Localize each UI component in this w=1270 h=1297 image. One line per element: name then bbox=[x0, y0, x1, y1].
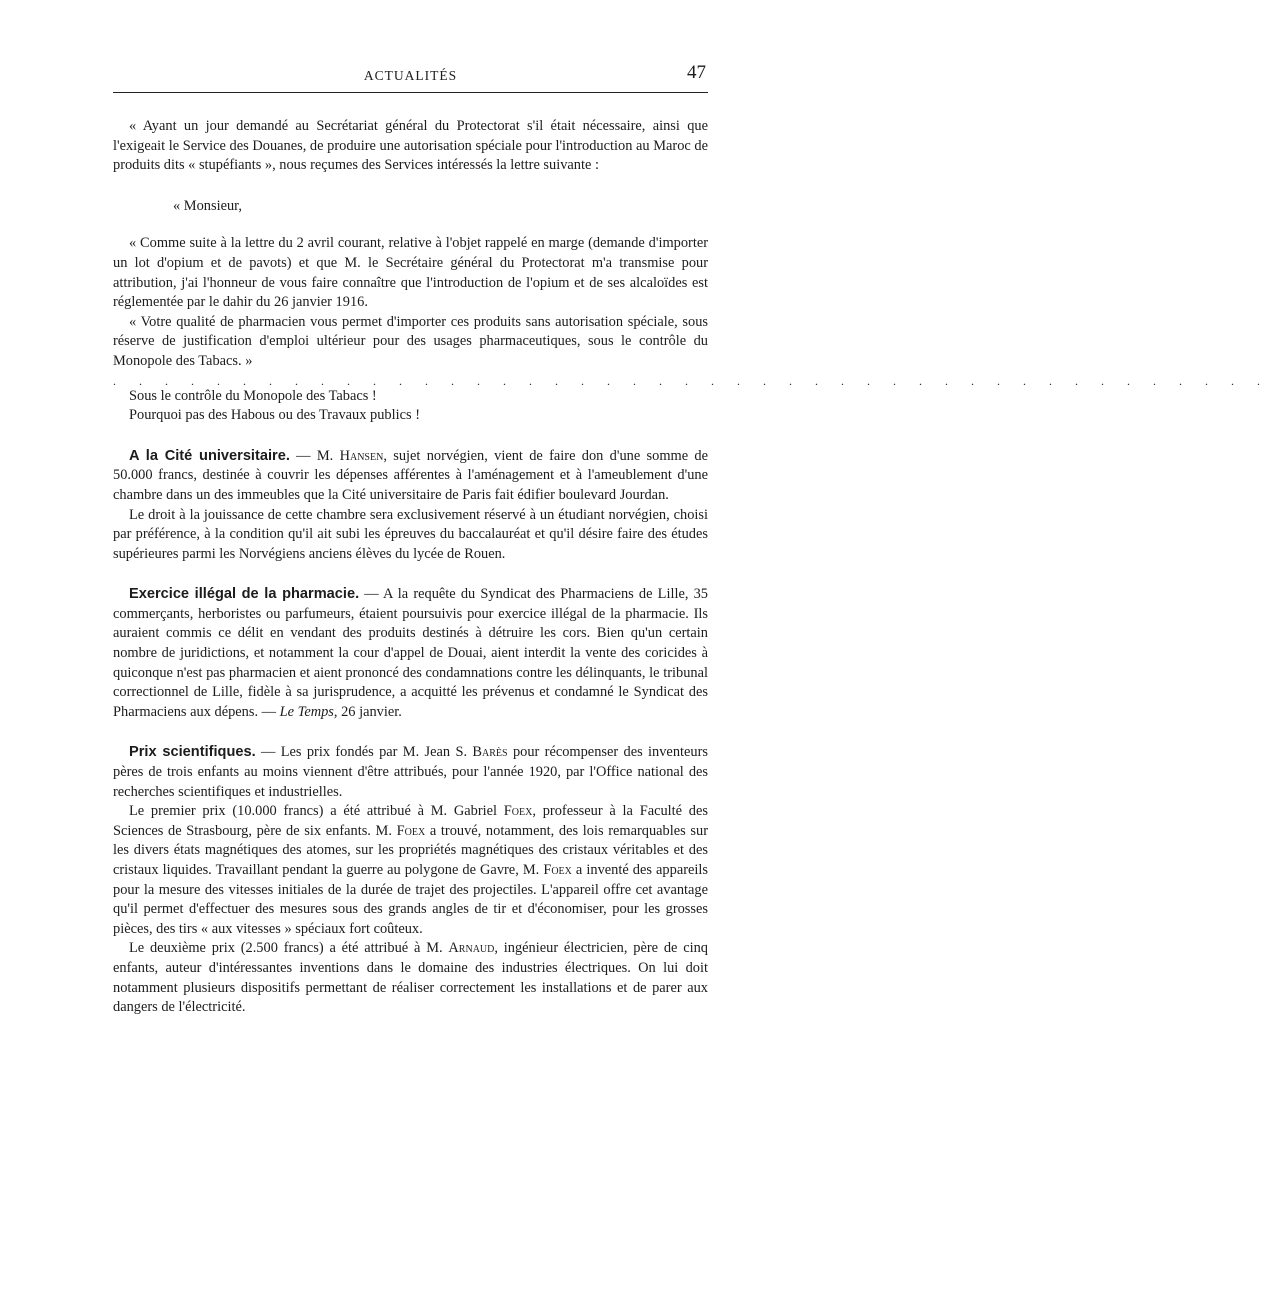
letter-salutation: « Monsieur, bbox=[173, 197, 242, 214]
intro-paragraph: « Ayant un jour demandé au Secrétariat général du Protectorat s'il était nécessaire, ainsi que l'exigeait le Service des Douanes, de produire une autorisation spéciale pour l'introduction au Maroc de produits dits « stupéfiants », nous reçumes des Services intéressés la lettre suivante : bbox=[113, 118, 708, 174]
letter-paragraph-1: « Comme suite à la lettre du 2 avril courant, relative à l'objet rappelé en marge (demande d'importer un lot d'opium et de pavots) et que M. le Secrétaire général du Protectorat m'a transmise pour attribution, j'ai l'honneur de vous faire connaître que l'introduction de l'opium et de ses alcaloïdes est réglementée par le dahir du 26 janvier 1916. bbox=[113, 235, 708, 311]
comment-line-2: Pourquoi pas des Habous ou des Travaux publics ! bbox=[129, 407, 420, 424]
running-header bbox=[113, 62, 708, 93]
person-name-foex-2: Foex bbox=[396, 822, 426, 839]
prix2-text-d: a inventé des appareils pour la mesure des vitesses initiales de la durée de trajet des projectiles. L'appareil offre cet avantage qu'il permet d'effectuer des mesures sous des grands angles de tir et d'économiser, pour les grosses pièces, des tirs « aux vitesses » spéciaux fort coûteux. bbox=[113, 862, 708, 937]
prix3-text-b: , ingénieur électricien, père de cinq enfants, auteur d'intéressantes inventions dans le domaine des industries électriques. On lui doit notamment plusieurs dispositifs permettant de réaliser correctement les installations et de parer aux dangers de l'électricité. bbox=[113, 940, 708, 1016]
comment-line-1: Sous le contrôle du Monopole des Tabacs ! bbox=[129, 387, 377, 404]
source-title: Le Temps bbox=[279, 703, 334, 720]
prix3-text-a: Le deuxième prix (2.500 francs) a été attribué à M. bbox=[129, 940, 449, 957]
page bbox=[113, 62, 1270, 1018]
prix-paragraph-3 bbox=[113, 939, 708, 1017]
prix2-text-a: Le premier prix (10.000 francs) a été attribué à M. Gabriel bbox=[129, 803, 504, 820]
letter-paragraph-2: « Votre qualité de pharmacien vous permet d'importer ces produits sans autorisation spéciale, sous réserve de justification d'emploi ultérieur pour des usages pharmaceutiques, sous le contrôle du Monopole des Tabacs. » bbox=[113, 313, 708, 369]
prix-paragraph-1 bbox=[113, 743, 708, 802]
exercice-heading: Exercice illégal de la pharmacie. bbox=[129, 586, 360, 603]
exercice-paragraph bbox=[113, 585, 708, 722]
prix2-text-b: , professeur à la Faculté des Sciences de Strasbourg, père de six enfants. M. bbox=[113, 803, 708, 839]
prix-paragraph-2 bbox=[113, 802, 708, 939]
person-name-arnaud: Arnaud bbox=[448, 940, 495, 957]
prix-text-a: — Les prix fondés par M. Jean S. bbox=[255, 744, 473, 761]
cite-text-a: — M. bbox=[289, 447, 340, 464]
cite-paragraph-2: Le droit à la jouissance de cette chambre sera exclusivement réservé à un étudiant norvégien, choisi par préférence, à la condition qu'il ait subi les épreuves du baccalauréat et qu'il désire faire des études supérieures parmi les Norvégiens anciens élèves du lycée de Rouen. bbox=[113, 506, 708, 562]
separator-dots: . . . . . . . . . . . . . . . . . . . . . . . . . . . . . . . . . . . . . . . . . . . . . bbox=[113, 373, 1270, 388]
source-date: , 26 janvier. bbox=[333, 703, 402, 720]
article-body bbox=[113, 117, 1270, 1018]
person-name-hansen: Hansen bbox=[339, 447, 384, 464]
running-title: ACTUALITÉS bbox=[363, 68, 458, 83]
person-name-bares: Barès bbox=[472, 744, 508, 761]
exercice-text: — A la requête du Syndicat des Pharmaciens de Lille, 35 commerçants, herboristes ou parfumeurs, étaient poursuivis pour exercice illégal de la pharmacie. Ils auraient commis ce délit en vendant des produits destinés à détruire les cors. Bien qu'un certain nombre de juridictions, et notamment la cour d'appel de Douai, aient interdit la vente des coricides à quiconque n'est pas pharmacien et aient prononcé des condamnations contre les délinquants, le tribunal correctionnel de Lille, fidèle à sa jurisprudence, a acquitté les prévenus et condamné le Syndicat des Pharmaciens aux dépens. — bbox=[113, 586, 708, 720]
cite-heading: A la Cité universitaire. bbox=[129, 447, 290, 464]
person-name-foex-3: Foex bbox=[543, 862, 572, 878]
person-name-foex-1: Foex bbox=[503, 803, 533, 820]
prix-text-b: pour récompenser des inventeurs pères de trois enfants au moins viennent d'être attribués, pour l'année 1920, par l'Office national des recherches scientifiques et industrielles. bbox=[113, 744, 708, 800]
cite-text-b: , sujet norvégien, vient de faire don d'une somme de 50.000 francs, destinée à couvrir les dépenses afférentes à l'aménagement et à l'ameublement d'une chambre dans un des immeubles que la Cité universitaire de Paris fait édifier boulevard Jourdan. bbox=[113, 447, 708, 503]
page-number: 47 bbox=[687, 62, 706, 83]
cite-paragraph-1 bbox=[113, 447, 708, 506]
prix-heading: Prix scientifiques. bbox=[129, 744, 256, 761]
prix2-text-c: a trouvé, notamment, des lois remarquables sur les divers états magnétiques des atomes, sur les propriétés magnétiques des cristaux véritables et des cristaux liquides. Travaillant pendant la guerre au polygone de Gavre, M. bbox=[113, 822, 708, 878]
